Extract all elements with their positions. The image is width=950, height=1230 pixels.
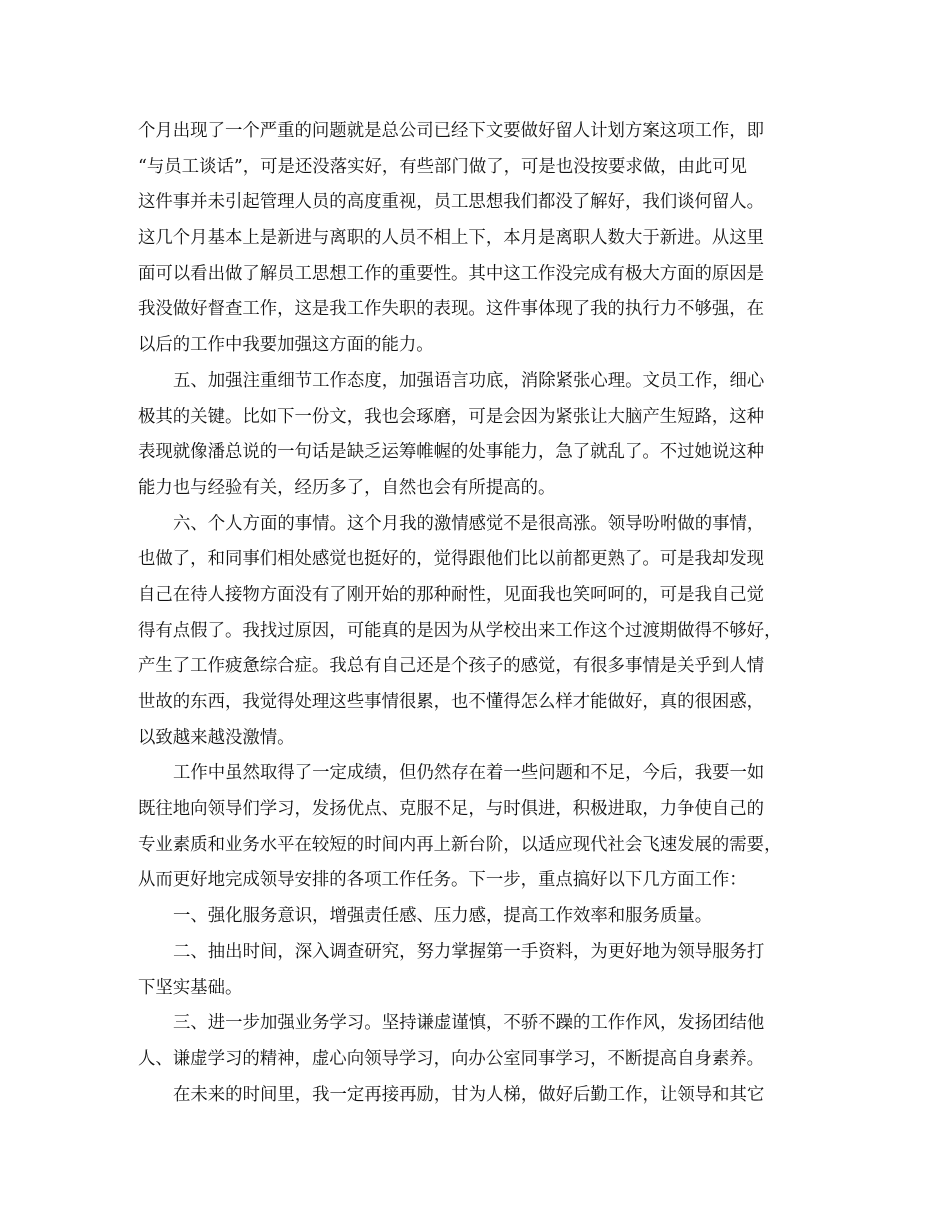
text-line: 得有点假了。我找过原因，可能真的是因为从学校出来工作这个过渡期做得不够好， bbox=[138, 620, 782, 641]
body-text bbox=[138, 114, 818, 1113]
text-line: 既往地向领导们学习，发扬优点、克服不足，与时俱进，积极进取，力争使自己的 bbox=[138, 799, 765, 820]
text-line: 这几个月基本上是新进与离职的人员不相上下，本月是离职人数大于新进。从这里 bbox=[138, 228, 765, 249]
text-line: 表现就像潘总说的一句话是缺乏运筹帷幄的处事能力，急了就乱了。不过她说这种 bbox=[138, 442, 765, 463]
text-line: 也做了，和同事们相处感觉也挺好的，觉得跟他们比以前都更熟了。可是我却发现 bbox=[138, 549, 765, 570]
text-line: 自己在待人接物方面没有了刚开始的那种耐性，见面我也笑呵呵的，可是我自己觉 bbox=[138, 584, 765, 605]
text-line: 以致越来越没激情。 bbox=[138, 727, 295, 748]
text-line: 能力也与经验有关，经历多了，自然也会有所提高的。 bbox=[138, 477, 556, 498]
text-line: 下坚实基础。 bbox=[138, 977, 243, 998]
text-line: 专业素质和业务水平在较短的时间内再上新台阶，以适应现代社会飞速发展的需要， bbox=[138, 834, 782, 855]
paragraph-first-line: 在未来的时间里，我一定再接再励，甘为人梯，做好后勤工作，让领导和其它 bbox=[173, 1084, 765, 1105]
paragraph-first-line: 六、个人方面的事情。这个月我的激情感觉不是很高涨。领导吩咐做的事情， bbox=[173, 513, 765, 534]
text-line: 人、谦虚学习的精神，虚心向领导学习，向办公室同事学习，不断提高自身素养。 bbox=[138, 1048, 765, 1069]
text-line: 世故的东西，我觉得处理这些事情很累，也不懂得怎么样才能做好，真的很困惑， bbox=[138, 692, 765, 712]
text-line: 这件事并未引起管理人员的高度重视，员工思想我们都没了解好，我们谈何留人。 bbox=[138, 192, 765, 213]
paragraph-first-line: 三、进一步加强业务学习。坚持谦虚谨慎，不骄不躁的工作作风，发扬团结他 bbox=[173, 1013, 765, 1034]
text-line: 从而更好地完成领导安排的各项工作任务。下一步，重点搞好以下几方面工作： bbox=[138, 870, 747, 891]
text-line: 面可以看出做了解员工思想工作的重要性。其中这工作没完成有极大方面的原因是 bbox=[138, 263, 765, 284]
text-line: “与员工谈话”，可是还没落实好，有些部门做了，可是也没按要求做，由此可见 bbox=[138, 156, 748, 177]
text-line: 产生了工作疲惫综合症。我总有自己还是个孩子的感觉，有很多事情是关乎到人情 bbox=[138, 656, 765, 677]
text-line: 我没做好督查工作，这是我工作失职的表现。这件事体现了我的执行力不够强，在 bbox=[138, 299, 765, 320]
text-line: 极其的关键。比如下一份文，我也会琢磨，可是会因为紧张让大脑产生短路，这种 bbox=[138, 406, 765, 427]
paragraph-first-line: 一、强化服务意识，增强责任感、压力感，提高工作效率和服务质量。 bbox=[173, 906, 713, 927]
text-line: 以后的工作中我要加强这方面的能力。 bbox=[138, 335, 434, 356]
paragraph-first-line: 工作中虽然取得了一定成绩，但仍然存在着一些问题和不足，今后，我要一如 bbox=[173, 763, 765, 784]
text-line: 个月出现了一个严重的问题就是总公司已经下文要做好留人计划方案这项工作，即 bbox=[138, 121, 765, 141]
paragraph-first-line: 五、加强注重细节工作态度，加强语言功底，消除紧张心理。文员工作，细心 bbox=[173, 370, 765, 391]
paragraph-first-line: 二、抽出时间，深入调查研究，努力掌握第一手资料，为更好地为领导服务打 bbox=[173, 941, 765, 962]
